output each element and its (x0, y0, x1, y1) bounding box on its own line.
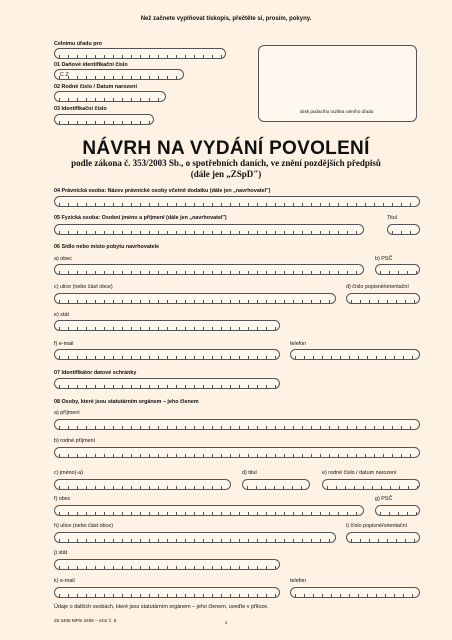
section06-house-number-field[interactable] (346, 293, 420, 304)
section08-c-label: c) jméno(-a) (54, 470, 84, 476)
field01-label: 01 Daňové identifikační číslo (54, 62, 128, 68)
page-number: 1 (224, 620, 228, 625)
section08-phone-label: telefon (290, 578, 307, 584)
top-notice: Než začnete vyplňovat tiskopis, přečtěte si, prosím, pokyny. (140, 16, 312, 22)
form-code: 25 3408 MPin 3406 – vzor č. 5 (54, 618, 117, 623)
section06-f-label: f) e-mail (54, 341, 74, 347)
section06-label: 06 Sídlo nebo místo pobytu navrhovatele (54, 244, 160, 250)
section08-k-label: k) e-mail (54, 578, 75, 584)
section08-street-field[interactable] (54, 532, 336, 543)
section08-i-label: i) číslo popisné/orientační (346, 523, 408, 529)
section08-birth-number-field[interactable] (322, 479, 420, 490)
section06-b-label: b) PSČ (375, 256, 393, 262)
section08-b-label: b) rodné příjmení (54, 438, 96, 444)
section06-a-label: a) obec (54, 256, 72, 262)
natural-person-name-field[interactable] (54, 224, 364, 235)
section06-e-label: e) stát (54, 312, 69, 318)
section08-e-label: e) rodné číslo / datum narození (322, 470, 397, 476)
legal-person-name-field[interactable] (54, 196, 420, 207)
natural-person-title-field[interactable] (387, 224, 420, 235)
field02-label: 02 Rodné číslo / Datum narození (54, 84, 137, 90)
section08-f-label: f) obec (54, 496, 71, 502)
section06-email-field[interactable] (54, 349, 280, 360)
section06-municipality-field[interactable] (54, 264, 364, 275)
stamp-caption: otisk podacího razítka celního úřadu (299, 109, 374, 114)
section08-g-label: g) PSČ (375, 496, 393, 502)
section06-c-label: c) ulice (nebo část obce) (54, 284, 113, 290)
section06-state-field[interactable] (54, 320, 280, 331)
office-field[interactable] (54, 48, 226, 59)
section08-h-label: h) ulice (nebo část obce) (54, 523, 114, 529)
section08-email-field[interactable] (54, 587, 280, 598)
form-subtitle-1: podle zákona č. 353/2003 Sb., o spotřebních daních, ve znění pozdějších předpisů (71, 158, 381, 168)
section08-label: 08 Osoby, které jsou statutárním orgánem – jeho členem (54, 399, 199, 405)
section05-label: 05 Fyzická osoba: Osobní jméno a příjmení (dále jen „navrhovatel") (54, 215, 227, 221)
data-box-id-field[interactable] (54, 378, 280, 389)
section07-label: 07 Identifikátor datové schránky (54, 370, 137, 376)
section06-phone-label: telefon (290, 341, 307, 347)
section08-j-label: j) stát (54, 550, 68, 556)
section08-title-field[interactable] (242, 479, 310, 490)
section06-phone-field[interactable] (290, 349, 420, 360)
section08-birth-surname-field[interactable] (54, 447, 420, 458)
section08-first-name-field[interactable] (54, 479, 231, 490)
form-subtitle-2: (dále jen „ZSpD") (190, 169, 262, 179)
section06-postcode-field[interactable] (375, 264, 420, 275)
section06-street-field[interactable] (54, 293, 336, 304)
form-title: NÁVRH NA VYDÁNÍ POVOLENÍ (82, 138, 370, 159)
section06-d-label: d) číslo popisné/orientační (346, 284, 409, 290)
company-id-field[interactable] (54, 114, 154, 125)
birth-number-field[interactable] (54, 91, 166, 102)
tax-id-field[interactable] (54, 69, 184, 80)
office-label: Celnímu úřadu pro (54, 41, 102, 47)
section08-postcode-field[interactable] (375, 505, 420, 516)
footer-note: Údaje o dalších osobách, které jsou statutárním orgánem – jeho členem, uveďte v příloze. (54, 604, 269, 610)
section08-d-label: d) titul (242, 470, 257, 476)
section05-title-label: Titul (387, 215, 397, 221)
section08-a-label: a) příjmení (54, 410, 80, 416)
section08-municipality-field[interactable] (54, 505, 364, 516)
section08-phone-field[interactable] (290, 587, 420, 598)
section08-state-field[interactable] (54, 559, 280, 570)
section08-house-number-field[interactable] (346, 532, 420, 543)
tax-id-prefix: C Z (60, 72, 69, 78)
section04-label: 04 Právnická osoba: Název právnické osoby včetně dodatku (dále jen „navrhovatel") (54, 188, 271, 194)
field03-label: 03 Identifikační číslo (54, 106, 107, 112)
section08-surname-field[interactable] (54, 419, 420, 430)
